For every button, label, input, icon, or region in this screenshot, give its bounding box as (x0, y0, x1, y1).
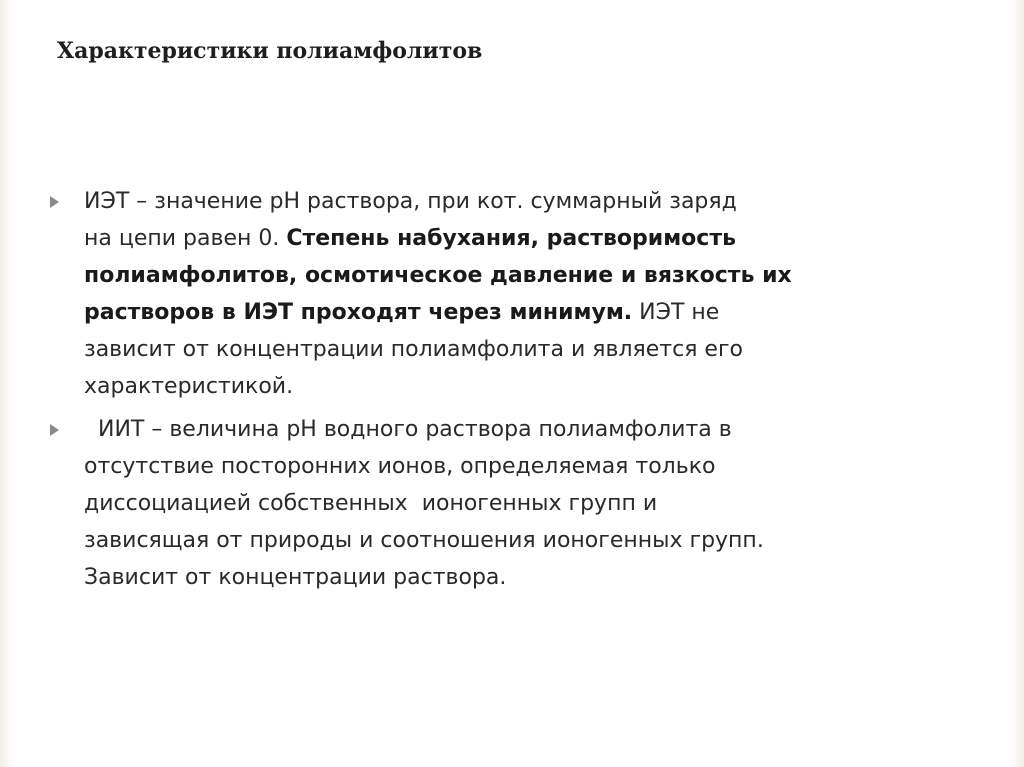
triangle-bullet-icon (50, 411, 84, 436)
text-run: зависит от концентрации полиамфолита и является его (84, 337, 743, 362)
bullet-line (84, 559, 914, 596)
bold-text-run: растворов в ИЭТ проходят через минимум. (84, 300, 633, 325)
text-run: характеристикой. (84, 374, 294, 399)
slide-right-edge (1010, 0, 1024, 767)
text-run: ИЭТ – значение рН раствора, при кот. суммарный заряд (84, 189, 737, 214)
text-run: отсутствие посторонних ионов, определяемая только (84, 454, 716, 479)
bullet-line (84, 411, 914, 448)
text-run: ИИТ – величина рН водного раствора полиамфолита в (84, 417, 732, 442)
bold-text-run: полиамфолитов, осмотическое давление и вязкость их (84, 263, 792, 288)
bullet-list (50, 183, 950, 602)
triangle-bullet-icon (50, 183, 84, 208)
bullet-text (84, 411, 914, 596)
text-run: Зависит от концентрации раствора. (84, 565, 507, 590)
bullet-text (84, 183, 914, 405)
bullet-line (84, 183, 914, 220)
slide-left-edge (0, 0, 14, 767)
bullet-line (84, 522, 914, 559)
bullet-item-iit (50, 411, 950, 596)
bullet-line (84, 448, 914, 485)
text-run: на цепи равен 0. (84, 226, 287, 251)
bullet-line (84, 485, 914, 522)
bullet-item-iet (50, 183, 950, 405)
bullet-line (84, 331, 914, 368)
bullet-line (84, 257, 914, 294)
bullet-line (84, 368, 914, 405)
bullet-line (84, 220, 914, 257)
text-run: зависящая от природы и соотношения ионогенных групп. (84, 528, 764, 553)
bold-text-run: Степень набухания, растворимость (286, 226, 736, 251)
bullet-line (84, 294, 914, 331)
text-run: ИЭТ не (632, 300, 720, 325)
text-run: диссоциацией собственных ионогенных групп и (84, 491, 658, 516)
slide-title: Характеристики полиамфолитов (57, 38, 483, 64)
